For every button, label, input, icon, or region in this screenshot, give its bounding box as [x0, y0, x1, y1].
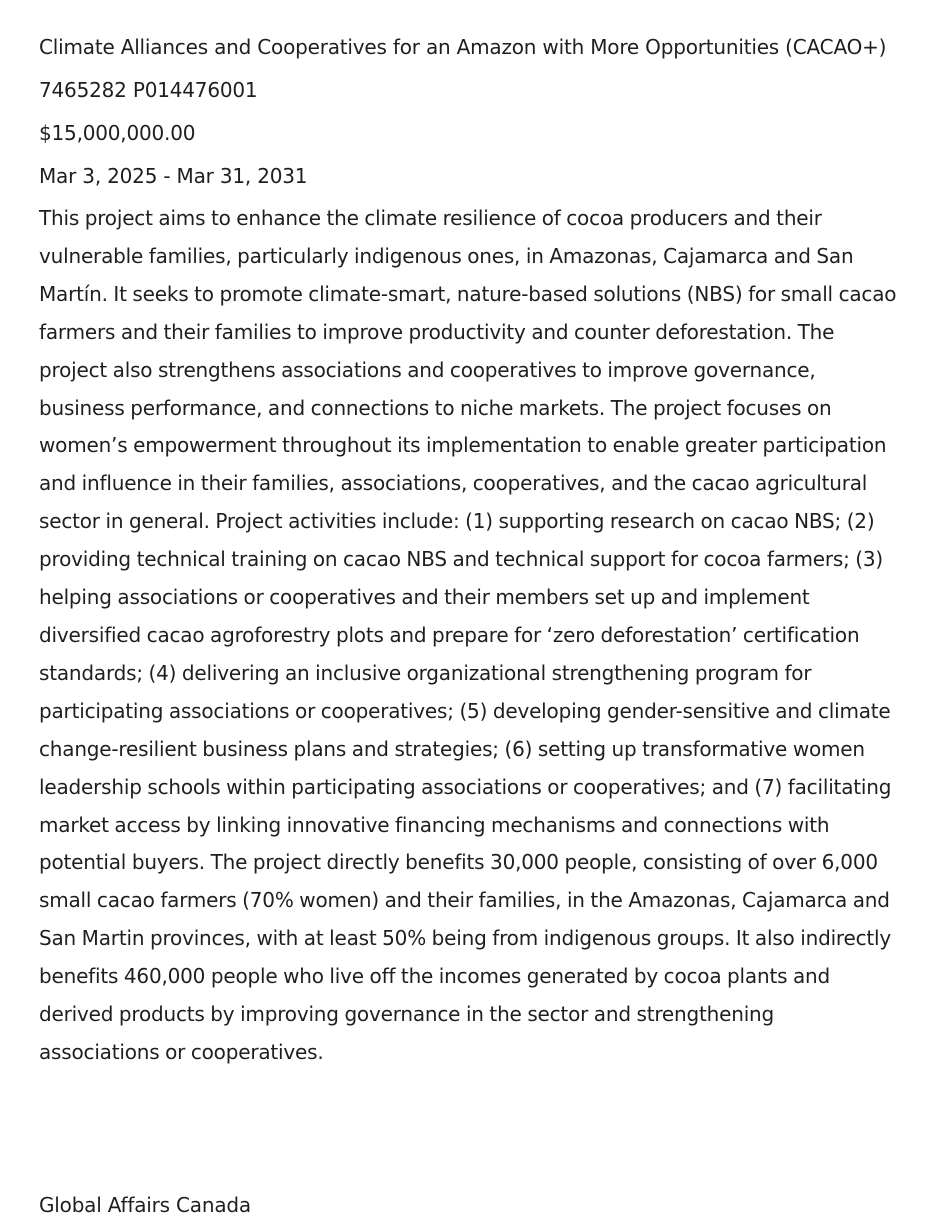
project-amount: $15,000,000.00	[39, 121, 196, 145]
project-card	[39, 28, 899, 1072]
project-title: Climate Alliances and Cooperatives for an Amazon with More Opportunities (CACAO+)	[39, 35, 887, 59]
next-line-partial: Global Affairs Canada	[39, 1193, 251, 1217]
project-description: This project aims to enhance the climate resilience of cocoa producers and their vulnerable families, particularly indigenous ones, in Amazonas, Cajamarca and San Martín. It seeks to promote climate-smart, nature-based solutions (NBS) for small cacao farmers and their families to improve productivity and counter deforestation. The project also strengthens associations and cooperatives to improve governance, business performance, and connections to niche markets. The project focuses on women’s empowerment throughout its implementation to enable greater participation and influence in their families, associations, cooperatives, and the cacao agricultural sector in general. Project activities include: (1) supporting research on cacao NBS; (2) providing technical training on cacao NBS and technical support for cocoa farmers; (3) helping associations or cooperatives and their members set up and implement diversified cacao agroforestry plots and prepare for ‘zero deforestation’ certification standards; (4) delivering an inclusive organizational strengthening program for participating associations or cooperatives; (5) developing gender-sensitive and climate change-resilient business plans and strategies; (6) setting up transformative women leadership schools within participating associations or cooperatives; and (7) facilitating market access by linking innovative financing mechanisms and connections with potential buyers. The project directly benefits 30,000 people, consisting of over 6,000 small cacao farmers (70% women) and their families, in the Amazonas, Cajamarca and San Martin provinces, with at least 50% being from indigenous groups. It also indirectly benefits 460,000 people who live off the incomes generated by cocoa plants and derived products by improving governance in the sector and strengthening associations or cooperatives.	[39, 206, 897, 1064]
project-ids: 7465282 P014476001	[39, 78, 258, 102]
project-dates: Mar 3, 2025 - Mar 31, 2031	[39, 164, 308, 188]
